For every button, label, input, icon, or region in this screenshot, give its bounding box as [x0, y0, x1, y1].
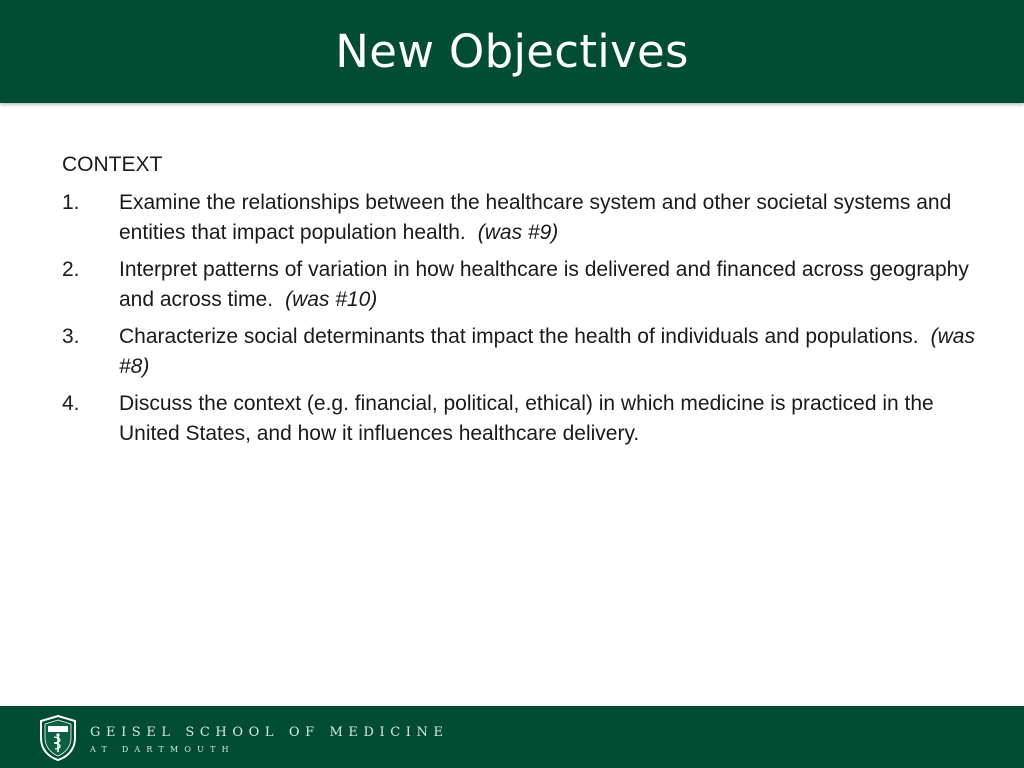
- objective-text: Interpret patterns of variation in how healthcare is delivered and financed across geography and across time.: [119, 258, 969, 311]
- objective-number: 1.: [62, 191, 80, 214]
- title-bar: [0, 0, 1024, 103]
- objective-item: [62, 389, 982, 449]
- objective-number: 3.: [62, 325, 80, 348]
- previous-number-note: (was #10): [285, 288, 378, 311]
- objective-body: [119, 389, 982, 449]
- objective-item: [62, 255, 982, 315]
- school-seal-icon: [38, 714, 78, 762]
- section-heading: CONTEXT: [62, 153, 163, 176]
- objective-item: [62, 322, 982, 382]
- objective-body: [119, 322, 982, 382]
- objectives-list: [62, 188, 982, 449]
- objective-body: [119, 255, 982, 315]
- previous-number-note: (was #8): [119, 325, 975, 378]
- slide-title: New Objectives: [335, 25, 689, 78]
- objective-text: Characterize social determinants that impact the health of individuals and populations.: [119, 325, 919, 348]
- objective-text: Discuss the context (e.g. financial, political, ethical) in which medicine is practiced in the United States, and how it influences healthcare delivery.: [119, 392, 934, 445]
- slide-content: [62, 150, 982, 456]
- school-affiliation: AT DARTMOUTH: [90, 745, 235, 754]
- objective-number: 2.: [62, 258, 80, 281]
- objective-number: 4.: [62, 392, 80, 415]
- objective-text: Examine the relationships between the healthcare system and other societal systems and entities that impact population health.: [119, 191, 952, 244]
- objective-item: [62, 188, 982, 248]
- previous-number-note: (was #9): [477, 221, 559, 244]
- school-name: GEISEL SCHOOL OF MEDICINE: [90, 725, 449, 740]
- footer-bar: [0, 706, 1024, 768]
- objective-body: [119, 188, 982, 248]
